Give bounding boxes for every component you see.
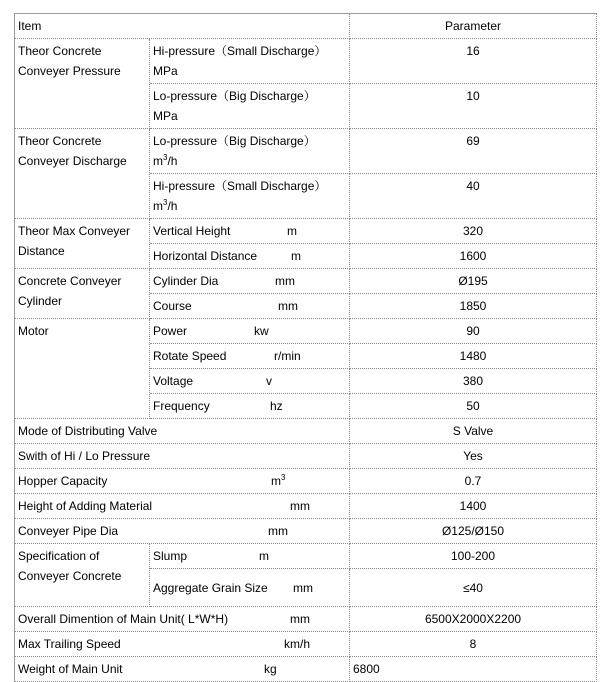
cylinder-item: Concrete Conveyer Cylinder [15,269,150,319]
motor-power-cell [150,319,350,344]
pressure-lo-unit: MPa [153,109,178,123]
table-row [15,657,597,682]
motor-power-value: 90 [350,319,597,344]
discharge-lo-value: 69 [350,129,597,174]
motor-voltage-unit: v [266,374,272,388]
discharge-lo-unit-base: m [153,154,163,168]
table-row [15,544,597,569]
hopper-unit-base: m [271,474,281,488]
spec-agg-value: ≤40 [350,569,597,607]
pressure-hi-value: 16 [350,39,597,84]
pressure-lo-cell [150,84,350,129]
table-row [15,219,597,244]
cylinder-dia-value: Ø195 [350,269,597,294]
table-row [15,519,597,544]
discharge-lo-label: Lo-pressure（Big Discharge） [153,134,316,148]
spec-item: Specification of Conveyer Concrete [15,544,150,607]
weight-unit: kg [264,662,277,676]
motor-speed-label: Rotate Speed [153,349,227,363]
cylinder-course-cell [150,294,350,319]
hopper-cell [15,469,350,494]
adding-label: Height of Adding Material [18,499,153,513]
adding-unit: mm [290,499,310,513]
header-item: Item [15,14,350,39]
cylinder-dia-cell [150,269,350,294]
table-row [15,39,597,84]
pipe-value: Ø125/Ø150 [350,519,597,544]
trailing-label: Max Trailing Speed [18,637,121,651]
hopper-label: Hopper Capacity [18,474,108,488]
spec-table-wrapper [14,13,597,682]
discharge-hi-unit-tail: /h [167,199,178,213]
pressure-hi-unit: MPa [153,64,178,78]
motor-speed-value: 1480 [350,344,597,369]
header-parameter: Parameter [350,14,597,39]
trailing-unit: km/h [284,637,311,651]
distance-item: Theor Max Conveyer Distance [15,219,150,269]
valve-label: Mode of Distributing Valve [15,419,350,444]
adding-cell [15,494,350,519]
table-row [15,632,597,657]
trailing-value: 8 [350,632,597,657]
motor-power-unit: kw [254,324,269,338]
motor-freq-unit: hz [270,399,283,413]
switch-value: Yes [350,444,597,469]
distance-horizontal-label: Horizontal Distance [153,249,258,263]
motor-voltage-label: Voltage [153,374,194,388]
table-row [15,494,597,519]
distance-vertical-cell [150,219,350,244]
spec-slump-value: 100-200 [350,544,597,569]
spec-slump-label: Slump [153,549,188,563]
discharge-hi-unit-sup: 3 [163,198,168,207]
spec-agg-unit: mm [293,580,313,595]
table-row [15,269,597,294]
motor-freq-value: 50 [350,394,597,419]
cylinder-course-label: Course [153,299,192,313]
distance-horizontal-value: 1600 [350,244,597,269]
discharge-hi-label: Hi-pressure（Small Discharge） [153,179,327,193]
table-row [15,444,597,469]
switch-label: Swith of Hi / Lo Pressure [15,444,350,469]
motor-item: Motor [15,319,150,419]
cylinder-course-unit: mm [278,299,298,313]
spec-table [14,13,597,682]
dimension-value: 6500X2000X2200 [350,607,597,632]
pressure-item: Theor Concrete Conveyer Pressure [15,39,150,129]
discharge-lo-cell [150,129,350,174]
table-row [15,607,597,632]
distance-vertical-unit: m [287,224,297,238]
motor-freq-label: Frequency [153,399,210,413]
pressure-hi-label: Hi-pressure（Small Discharge） [153,44,327,58]
pipe-cell [15,519,350,544]
hopper-unit-sup: 3 [281,473,286,482]
table-row [15,319,597,344]
motor-power-label: Power [153,324,188,338]
distance-horizontal-unit: m [291,249,301,263]
cylinder-course-value: 1850 [350,294,597,319]
adding-value: 1400 [350,494,597,519]
dimension-cell [15,607,350,632]
weight-label: Weight of Main Unit [18,662,123,676]
dimension-label: Overall Dimention of Main Unit( L*W*H) [18,612,229,626]
motor-voltage-value: 380 [350,369,597,394]
pipe-unit: mm [268,524,288,538]
trailing-cell [15,632,350,657]
spec-slump-unit: m [259,549,269,563]
motor-freq-cell [150,394,350,419]
discharge-hi-unit-base: m [153,199,163,213]
distance-horizontal-cell [150,244,350,269]
cylinder-dia-unit: mm [275,274,295,288]
discharge-lo-unit-sup: 3 [163,153,168,162]
pressure-lo-label: Lo-pressure（Big Discharge） [153,89,316,103]
distance-vertical-label: Vertical Height [153,224,231,238]
pressure-lo-value: 10 [350,84,597,129]
discharge-hi-value: 40 [350,174,597,219]
table-row [15,129,597,174]
spec-agg-label: Aggregate Grain Size [153,580,268,595]
cylinder-dia-label: Cylinder Dia [153,274,219,288]
discharge-hi-cell [150,174,350,219]
motor-speed-unit: r/min [274,349,301,363]
pipe-label: Conveyer Pipe Dia [18,524,119,538]
weight-cell [15,657,350,682]
discharge-lo-unit-tail: /h [167,154,178,168]
discharge-item: Theor Concrete Conveyer Discharge [15,129,150,219]
dimension-unit: mm [290,612,310,626]
valve-value: S Valve [350,419,597,444]
motor-voltage-cell [150,369,350,394]
motor-speed-cell [150,344,350,369]
header-row [15,14,597,39]
hopper-value: 0.7 [350,469,597,494]
spec-slump-cell [150,544,350,569]
table-row [15,469,597,494]
table-row [15,419,597,444]
pressure-hi-cell [150,39,350,84]
weight-value: 6800 [350,657,597,682]
distance-vertical-value: 320 [350,219,597,244]
spec-agg-cell [150,569,350,607]
